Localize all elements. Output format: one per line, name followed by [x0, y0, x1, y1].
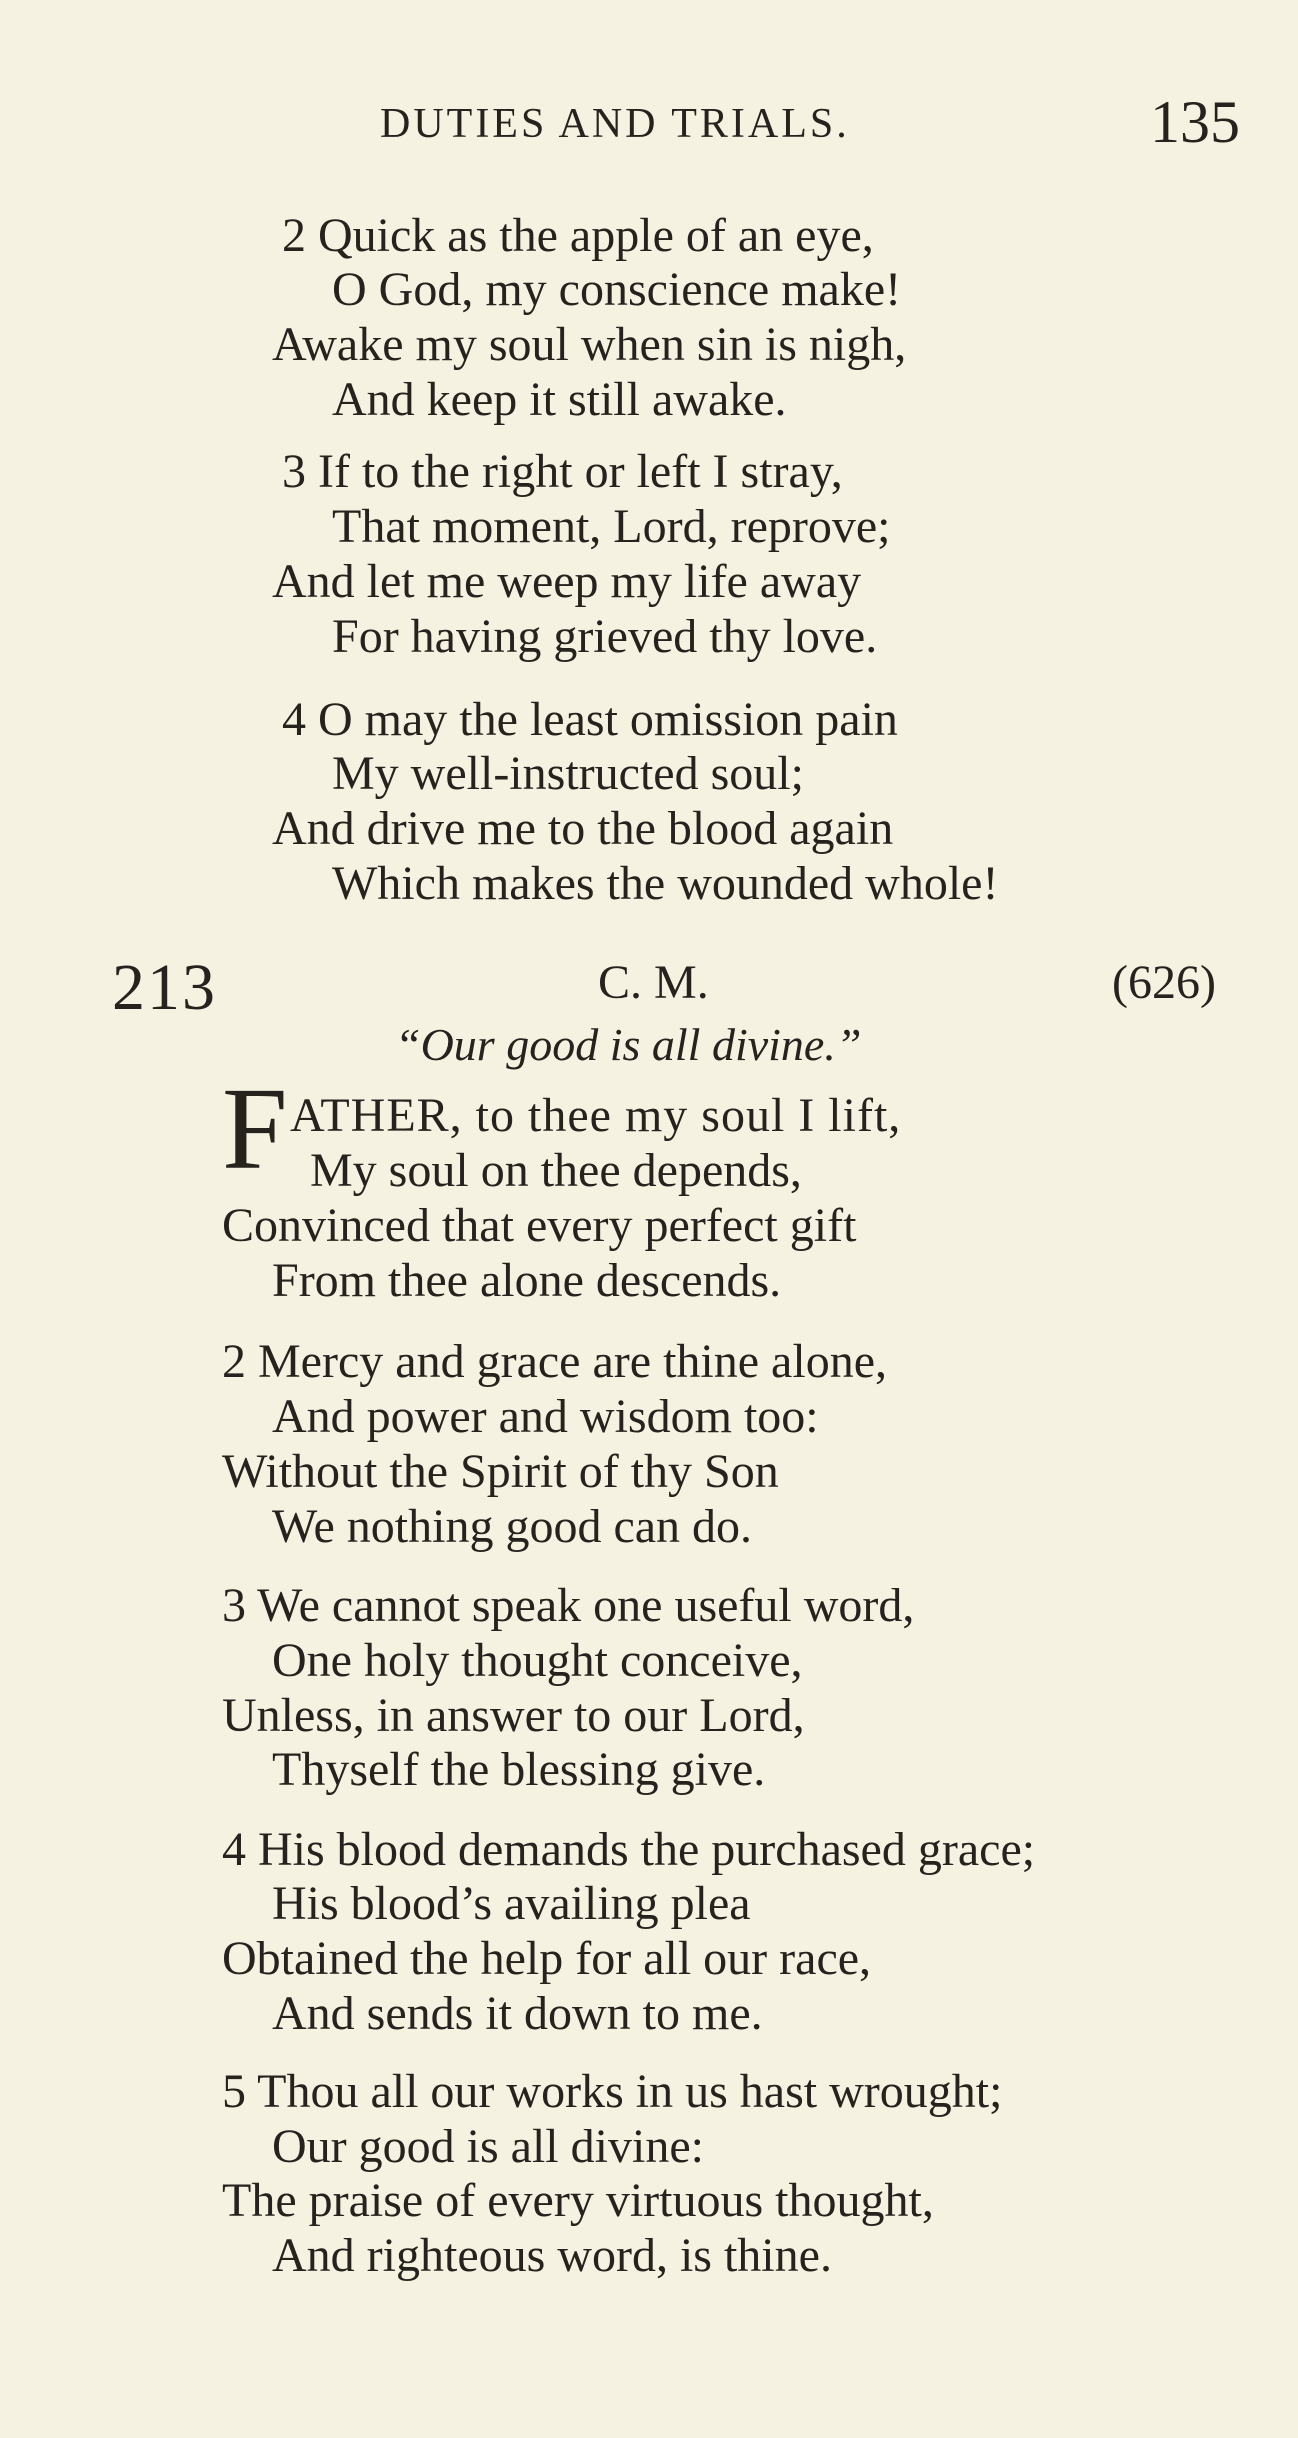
verse-line: ATHER, to thee my soul I lift,: [290, 1089, 902, 1142]
verse-line: 4 His blood demands the purchased grace;: [222, 1823, 1036, 1876]
verse-line: And keep it still awake.: [332, 373, 787, 426]
verse-line: The praise of every virtuous thought,: [222, 2174, 934, 2227]
verse-line: Our good is all divine:: [272, 2120, 704, 2173]
hymn-epigraph: “Our good is all divine.”: [395, 1019, 862, 1070]
verse-line: Without the Spirit of thy Son: [222, 1445, 779, 1498]
page-number: 135: [1150, 89, 1240, 155]
verse-line: My soul on thee depends,: [310, 1144, 802, 1197]
hymn-reference: (626): [1112, 956, 1216, 1009]
verse-line: Unless, in answer to our Lord,: [222, 1689, 805, 1742]
verse-line: Obtained the help for all our race,: [222, 1932, 872, 1985]
verse-line: For having grieved thy love.: [332, 610, 878, 663]
verse-line: 2 Quick as the apple of an eye,: [282, 209, 874, 262]
verse-line: And righteous word, is thine.: [272, 2229, 832, 2282]
verse-line: 3 If to the right or left I stray,: [282, 445, 843, 498]
verse-line: 5 Thou all our works in us hast wrought;: [222, 2065, 1003, 2118]
verse-line: Awake my soul when sin is nigh,: [272, 318, 907, 371]
verse-line: One holy thought conceive,: [272, 1634, 803, 1687]
verse-line: From thee alone descends.: [272, 1254, 782, 1307]
verse-line: That moment, Lord, reprove;: [332, 500, 891, 553]
verse-line: My well-instructed soul;: [332, 747, 804, 800]
verse-line: 3 We cannot speak one useful word,: [222, 1579, 915, 1632]
verse-line: And drive me to the blood again: [272, 802, 894, 855]
hymn-number: 213: [112, 951, 217, 1024]
verse-line: 4 O may the least omission pain: [282, 693, 898, 746]
drop-cap: F: [222, 1063, 288, 1194]
running-header: DUTIES AND TRIALS.: [380, 101, 850, 147]
verse-line: His blood’s availing plea: [272, 1877, 751, 1930]
verse-line: Which makes the wounded whole!: [332, 857, 999, 910]
verse-line: And power and wisdom too:: [272, 1390, 819, 1443]
verse-line: Thyself the blessing give.: [272, 1743, 766, 1796]
verse-line: We nothing good can do.: [272, 1500, 753, 1553]
verse-line: 2 Mercy and grace are thine alone,: [222, 1335, 887, 1388]
verse-line: And sends it down to me.: [272, 1987, 763, 2040]
verse-line: Convinced that every perfect gift: [222, 1199, 857, 1252]
verse-line: And let me weep my life away: [272, 555, 862, 608]
verse-line: O God, my conscience make!: [332, 263, 902, 316]
hymn-meter: C. M.: [598, 956, 709, 1009]
